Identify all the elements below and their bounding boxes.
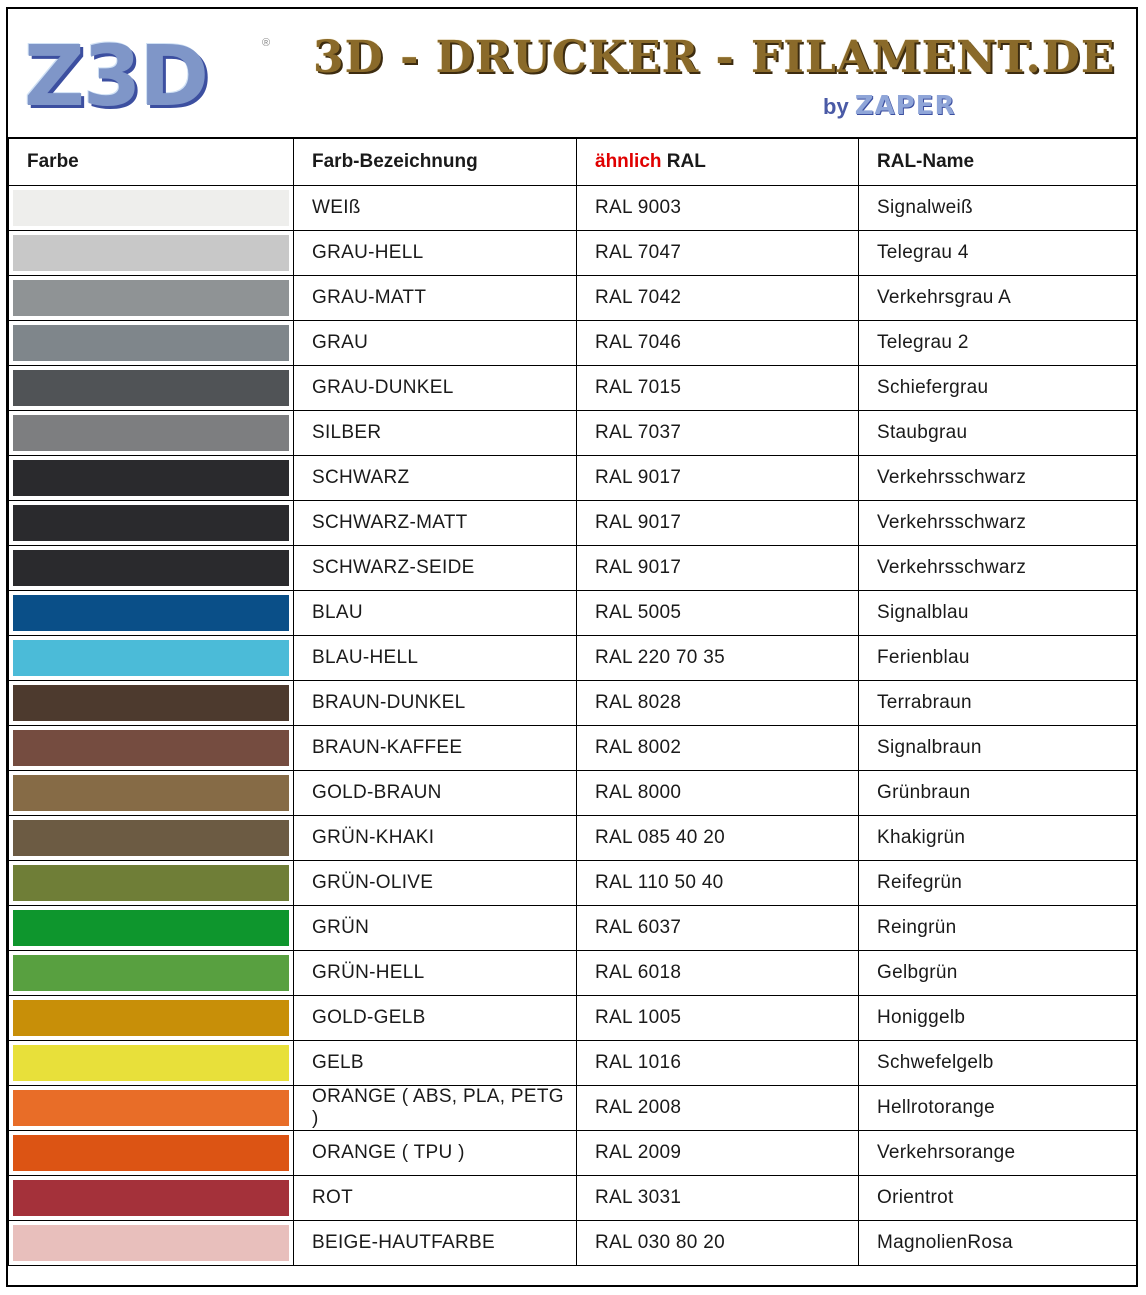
color-swatch <box>13 955 289 991</box>
table-row <box>9 1041 1137 1086</box>
ral-code-cell: RAL 7042 <box>577 276 859 321</box>
ral-name-cell: Schwefelgelb <box>859 1041 1137 1086</box>
ral-name-cell: Khakigrün <box>859 816 1137 861</box>
table-row <box>9 726 1137 771</box>
header-farbe: Farbe <box>9 138 294 186</box>
ral-name-cell: Ferienblau <box>859 636 1137 681</box>
table-row <box>9 321 1137 366</box>
ral-name-cell: Gelbgrün <box>859 951 1137 996</box>
color-swatch-cell <box>9 906 294 951</box>
color-name-cell: ORANGE ( TPU ) <box>294 1131 577 1176</box>
table-row <box>9 411 1137 456</box>
color-name-cell: GELB <box>294 1041 577 1086</box>
table-row <box>9 1086 1137 1131</box>
ral-code-cell: RAL 110 50 40 <box>577 861 859 906</box>
color-swatch-cell <box>9 636 294 681</box>
color-name-cell: GRÜN-HELL <box>294 951 577 996</box>
ral-name-cell: Signalbraun <box>859 726 1137 771</box>
ral-name-cell: Verkehrsschwarz <box>859 546 1137 591</box>
color-swatch-cell <box>9 321 294 366</box>
ral-code-cell: RAL 2009 <box>577 1131 859 1176</box>
color-swatch <box>13 370 289 406</box>
ral-code-cell: RAL 6018 <box>577 951 859 996</box>
color-swatch-cell <box>9 726 294 771</box>
ral-code-cell: RAL 085 40 20 <box>577 816 859 861</box>
ral-name-cell: Grünbraun <box>859 771 1137 816</box>
color-name-cell: SCHWARZ-SEIDE <box>294 546 577 591</box>
color-swatch <box>13 1090 289 1126</box>
color-name-cell: BEIGE-HAUTFARBE <box>294 1221 577 1266</box>
ral-name-cell: Verkehrsgrau A <box>859 276 1137 321</box>
table-row <box>9 816 1137 861</box>
ral-name-cell: Verkehrsschwarz <box>859 501 1137 546</box>
header-aehnlich-ral <box>577 138 859 186</box>
table-row <box>9 276 1137 321</box>
color-name-cell: GRAU-HELL <box>294 231 577 276</box>
color-swatch <box>13 1045 289 1081</box>
registered-mark: ® <box>262 37 271 49</box>
ral-code-cell: RAL 9017 <box>577 501 859 546</box>
color-swatch-cell <box>9 186 294 231</box>
color-name-cell: GRAU-MATT <box>294 276 577 321</box>
ral-name-cell: Honiggelb <box>859 996 1137 1041</box>
color-swatch <box>13 1180 289 1216</box>
color-name-cell: BRAUN-DUNKEL <box>294 681 577 726</box>
color-swatch-cell <box>9 366 294 411</box>
color-swatch <box>13 1225 289 1261</box>
ral-code-cell: RAL 9017 <box>577 546 859 591</box>
color-name-cell: GRAU <box>294 321 577 366</box>
page-header <box>8 9 1136 139</box>
color-swatch-cell <box>9 681 294 726</box>
ral-code-cell: RAL 7047 <box>577 231 859 276</box>
color-swatch <box>13 190 289 226</box>
ral-code-cell: RAL 7015 <box>577 366 859 411</box>
ral-name-cell: Verkehrsorange <box>859 1131 1137 1176</box>
ral-name-cell: MagnolienRosa <box>859 1221 1137 1266</box>
color-name-cell: BRAUN-KAFFEE <box>294 726 577 771</box>
color-swatch-cell <box>9 1041 294 1086</box>
header-ral: RAL <box>666 150 706 172</box>
color-table <box>8 137 1137 1266</box>
site-title: 3D - DRUCKER - FILAMENT.DE <box>313 32 1116 83</box>
ral-name-cell: Orientrot <box>859 1176 1137 1221</box>
color-swatch-cell <box>9 996 294 1041</box>
color-swatch-cell <box>9 276 294 321</box>
table-row <box>9 906 1137 951</box>
color-name-cell: BLAU-HELL <box>294 636 577 681</box>
table-row <box>9 1131 1137 1176</box>
table-row <box>9 636 1137 681</box>
color-swatch <box>13 820 289 856</box>
color-swatch <box>13 640 289 676</box>
color-name-cell: GOLD-BRAUN <box>294 771 577 816</box>
table-row <box>9 771 1137 816</box>
ral-name-cell: Telegrau 2 <box>859 321 1137 366</box>
ral-code-cell: RAL 9003 <box>577 186 859 231</box>
color-swatch <box>13 595 289 631</box>
ral-name-cell: Schiefergrau <box>859 366 1137 411</box>
color-swatch-cell <box>9 771 294 816</box>
ral-code-cell: RAL 1005 <box>577 996 859 1041</box>
color-name-cell: BLAU <box>294 591 577 636</box>
table-row <box>9 861 1137 906</box>
color-name-cell: GRÜN <box>294 906 577 951</box>
table-row <box>9 186 1137 231</box>
table-row <box>9 681 1137 726</box>
ral-code-cell: RAL 220 70 35 <box>577 636 859 681</box>
color-swatch <box>13 550 289 586</box>
table-row <box>9 1176 1137 1221</box>
ral-name-cell: Staubgrau <box>859 411 1137 456</box>
ral-code-cell: RAL 8028 <box>577 681 859 726</box>
color-name-cell: ROT <box>294 1176 577 1221</box>
ral-code-cell: RAL 7046 <box>577 321 859 366</box>
header-farb-bezeichnung: Farb-Bezeichnung <box>294 138 577 186</box>
ral-code-cell: RAL 3031 <box>577 1176 859 1221</box>
color-swatch <box>13 460 289 496</box>
ral-code-cell: RAL 6037 <box>577 906 859 951</box>
ral-code-cell: RAL 2008 <box>577 1086 859 1131</box>
color-swatch <box>13 685 289 721</box>
table-row <box>9 591 1137 636</box>
color-name-cell: SCHWARZ <box>294 456 577 501</box>
color-swatch-cell <box>9 951 294 996</box>
color-swatch-cell <box>9 1176 294 1221</box>
color-name-cell: GRAU-DUNKEL <box>294 366 577 411</box>
color-swatch-cell <box>9 1086 294 1131</box>
z3d-logo[interactable] <box>24 27 274 125</box>
color-swatch-cell <box>9 861 294 906</box>
table-row <box>9 951 1137 996</box>
color-swatch <box>13 235 289 271</box>
ral-code-cell: RAL 1016 <box>577 1041 859 1086</box>
color-name-cell: GOLD-GELB <box>294 996 577 1041</box>
color-swatch <box>13 505 289 541</box>
table-row <box>9 996 1137 1041</box>
header-ral-name: RAL-Name <box>859 138 1137 186</box>
color-name-cell: GRÜN-OLIVE <box>294 861 577 906</box>
color-swatch <box>13 415 289 451</box>
color-name-cell: SILBER <box>294 411 577 456</box>
ral-name-cell: Signalblau <box>859 591 1137 636</box>
color-swatch <box>13 1000 289 1036</box>
color-swatch-cell <box>9 591 294 636</box>
color-swatch-cell <box>9 501 294 546</box>
ral-name-cell: Telegrau 4 <box>859 231 1137 276</box>
table-row <box>9 456 1137 501</box>
color-chart-frame <box>6 7 1138 1287</box>
logo-text: Z3D <box>24 27 208 125</box>
ral-code-cell: RAL 5005 <box>577 591 859 636</box>
color-swatch <box>13 730 289 766</box>
ral-name-cell: Reifegrün <box>859 861 1137 906</box>
header-aehnlich: ähnlich <box>595 150 662 172</box>
table-body <box>9 186 1137 1266</box>
color-swatch <box>13 910 289 946</box>
color-swatch-cell <box>9 1131 294 1176</box>
ral-name-cell: Verkehrsschwarz <box>859 456 1137 501</box>
color-swatch <box>13 775 289 811</box>
color-swatch <box>13 1135 289 1171</box>
color-swatch-cell <box>9 456 294 501</box>
ral-name-cell: Hellrotorange <box>859 1086 1137 1131</box>
table-row <box>9 1221 1137 1266</box>
zaper-brand: ZAPER <box>854 91 956 121</box>
ral-code-cell: RAL 8002 <box>577 726 859 771</box>
color-swatch-cell <box>9 231 294 276</box>
table-row <box>9 366 1137 411</box>
color-name-cell: WEIß <box>294 186 577 231</box>
color-swatch-cell <box>9 1221 294 1266</box>
ral-code-cell: RAL 9017 <box>577 456 859 501</box>
byline-by: by <box>823 94 849 119</box>
color-swatch <box>13 865 289 901</box>
ral-name-cell: Terrabraun <box>859 681 1137 726</box>
byline <box>823 91 956 121</box>
color-swatch <box>13 280 289 316</box>
ral-name-cell: Signalweiß <box>859 186 1137 231</box>
ral-code-cell: RAL 030 80 20 <box>577 1221 859 1266</box>
table-row <box>9 546 1137 591</box>
color-swatch-cell <box>9 411 294 456</box>
color-name-cell: ORANGE ( ABS, PLA, PETG ) <box>294 1086 577 1131</box>
color-swatch-cell <box>9 546 294 591</box>
ral-code-cell: RAL 7037 <box>577 411 859 456</box>
color-swatch <box>13 325 289 361</box>
ral-code-cell: RAL 8000 <box>577 771 859 816</box>
table-row <box>9 231 1137 276</box>
table-row <box>9 501 1137 546</box>
ral-name-cell: Reingrün <box>859 906 1137 951</box>
color-name-cell: SCHWARZ-MATT <box>294 501 577 546</box>
color-name-cell: GRÜN-KHAKI <box>294 816 577 861</box>
color-swatch-cell <box>9 816 294 861</box>
table-header-row <box>9 138 1137 186</box>
